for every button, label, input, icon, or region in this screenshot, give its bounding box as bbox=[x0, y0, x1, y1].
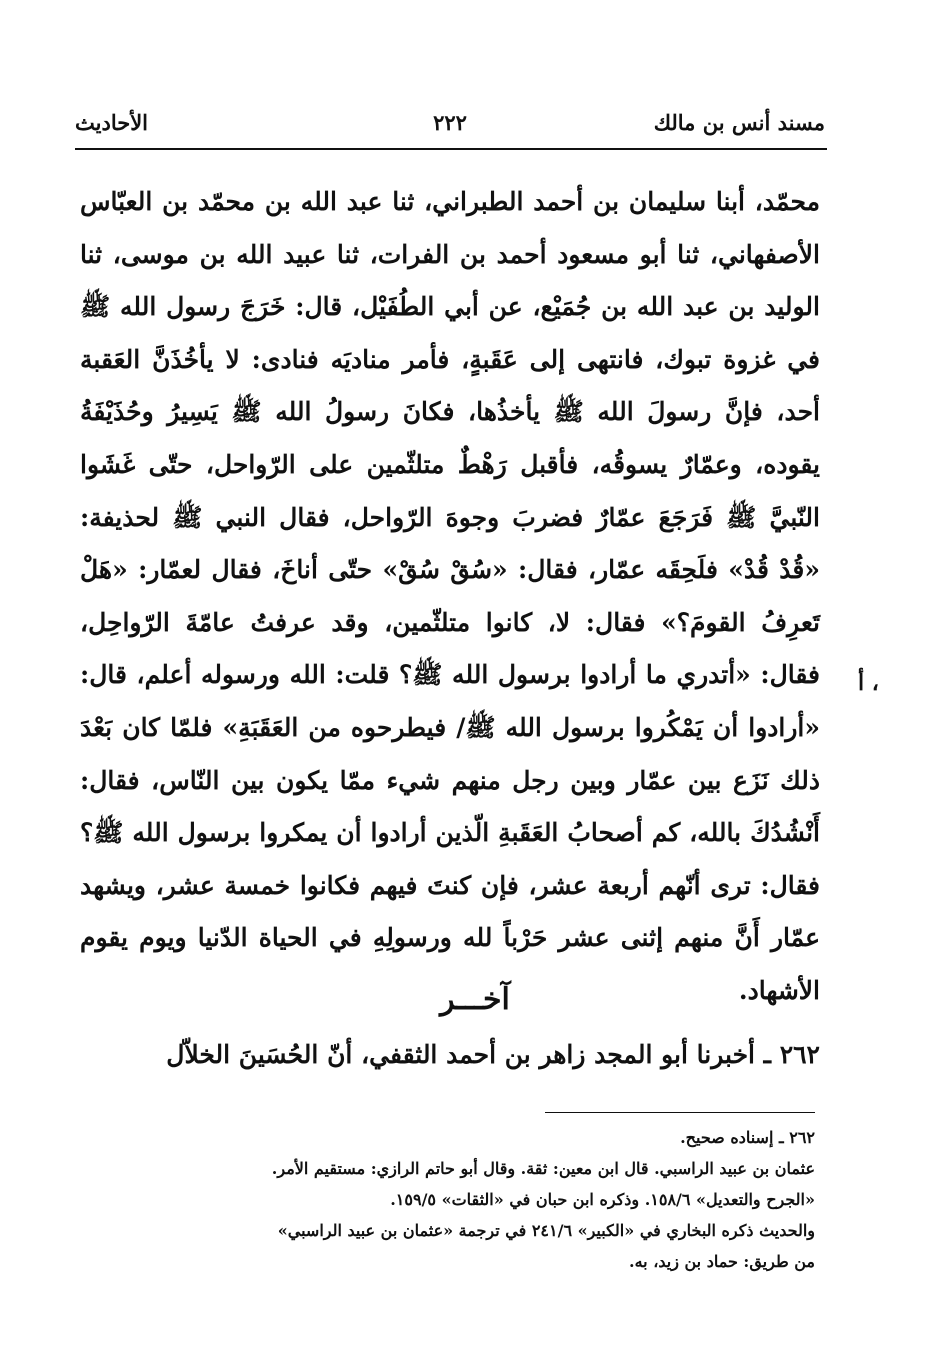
footnote-line: «الجرح والتعديل» ١٥٨/٦. وذكره ابن حبان في «الثقات» ١٥٩/٥. bbox=[390, 1190, 815, 1209]
running-header bbox=[75, 110, 825, 146]
footnotes bbox=[80, 1122, 815, 1277]
footnote-line: عثمان بن عبيد الراسبي. قال ابن معين: ثقة. وقال أبو حاتم الرازي: مستقيم الأمر. bbox=[271, 1159, 815, 1178]
book-title: مسند أنس بن مالك bbox=[653, 110, 825, 135]
header-divider bbox=[75, 148, 827, 150]
section-label: الأحاديث bbox=[75, 110, 149, 135]
footnote-line: والحديث ذكره البخاري في «الكبير» ٢٤١/٦ في ترجمة «عثمان بن عبيد الراسبي» bbox=[277, 1221, 815, 1240]
margin-note: ، أ bbox=[858, 670, 879, 696]
footnote-line: من طريق: حماد بن زيد، به. bbox=[629, 1252, 815, 1271]
footnote-line: ٢٦٢ ـ إسناده صحيح. bbox=[680, 1128, 815, 1147]
hadith-262-opening: ٢٦٢ ـ أخبرنا أبو المجد زاهر بن أحمد الثقفي، أنّ الحُسَينَ الخلاّل bbox=[166, 1040, 820, 1069]
hadith-text: محمّد، أبنا سليمان بن أحمد الطبراني، ثنا عبد الله بن محمّد بن العبّاس الأصفهاني، ثنا أبو مسعود أحمد بن الفرات، ثنا عبيد الله بن موسى، ثنا الوليد بن عبد الله بن جُمَيْع، عن أبي الطُفَيْل، قال: خَرَجَ رسول الله ﷺ في غزوة تبوك، فانتهى إلى عَقَبةٍ، فأمر مناديَه فنادى: لا يأخُذَنَّ العَقبة أحد، فإنَّ رسولَ الله ﷺ يأخذُها، فكانَ رسولُ الله ﷺ يَسِيرُ وحُذَيْفَةُ يقوده، وعمّارٌ يسوقُه، فأقبل رَهْطٌ متلثّمين على الرّواحل، حتّى غَشَوا النّبيَّ ﷺ فَرَجَعَ عمّارٌ فضربَ وجوهَ الرّواحل، فقال النبي ﷺ لحذيفة: «قُدْ قُدْ» فلَحِقَه عمّار، فقال: «سُقْ سُقْ» حتّى أناخَ، فقال لعمّار: «هَلْ تَعرِفُ القومَ؟» فقال: لا، كانوا متلثّمين، وقد عرفتُ عامّةَ الرّواحِل، فقال: «أتدري ما أرادوا برسول الله ﷺ؟ قلت: الله ورسوله أعلم، قال: «أرادوا أن يَمْكُروا برسول الله ﷺ/ فيطرحوه من العَقَبَةِ» فلمّا كان بَعْدَ ذلك نَزَع بين عمّار وبين رجل منهم شيء ممّا يكون بين النّاس، فقال: أَنْشُدُكَ بالله، كم أصحابُ العَقَبةِ الّذين أرادوا أن يمكروا برسول الله ﷺ؟ فقال: ترى أنّهم أربعة عشر، فإن كنتَ فيهم فكانوا خمسة عشر، ويشهد عمّار أَنَّ منهم إثنى عشر حَرْباً لله ورسولِهِ في الحياة الدّنيا ويوم يقوم الأشهاد. bbox=[80, 187, 820, 1005]
footnote-divider bbox=[545, 1112, 815, 1113]
section-heading: آخـــر bbox=[440, 982, 510, 1017]
page-number: ٢٢٢ bbox=[433, 110, 467, 135]
